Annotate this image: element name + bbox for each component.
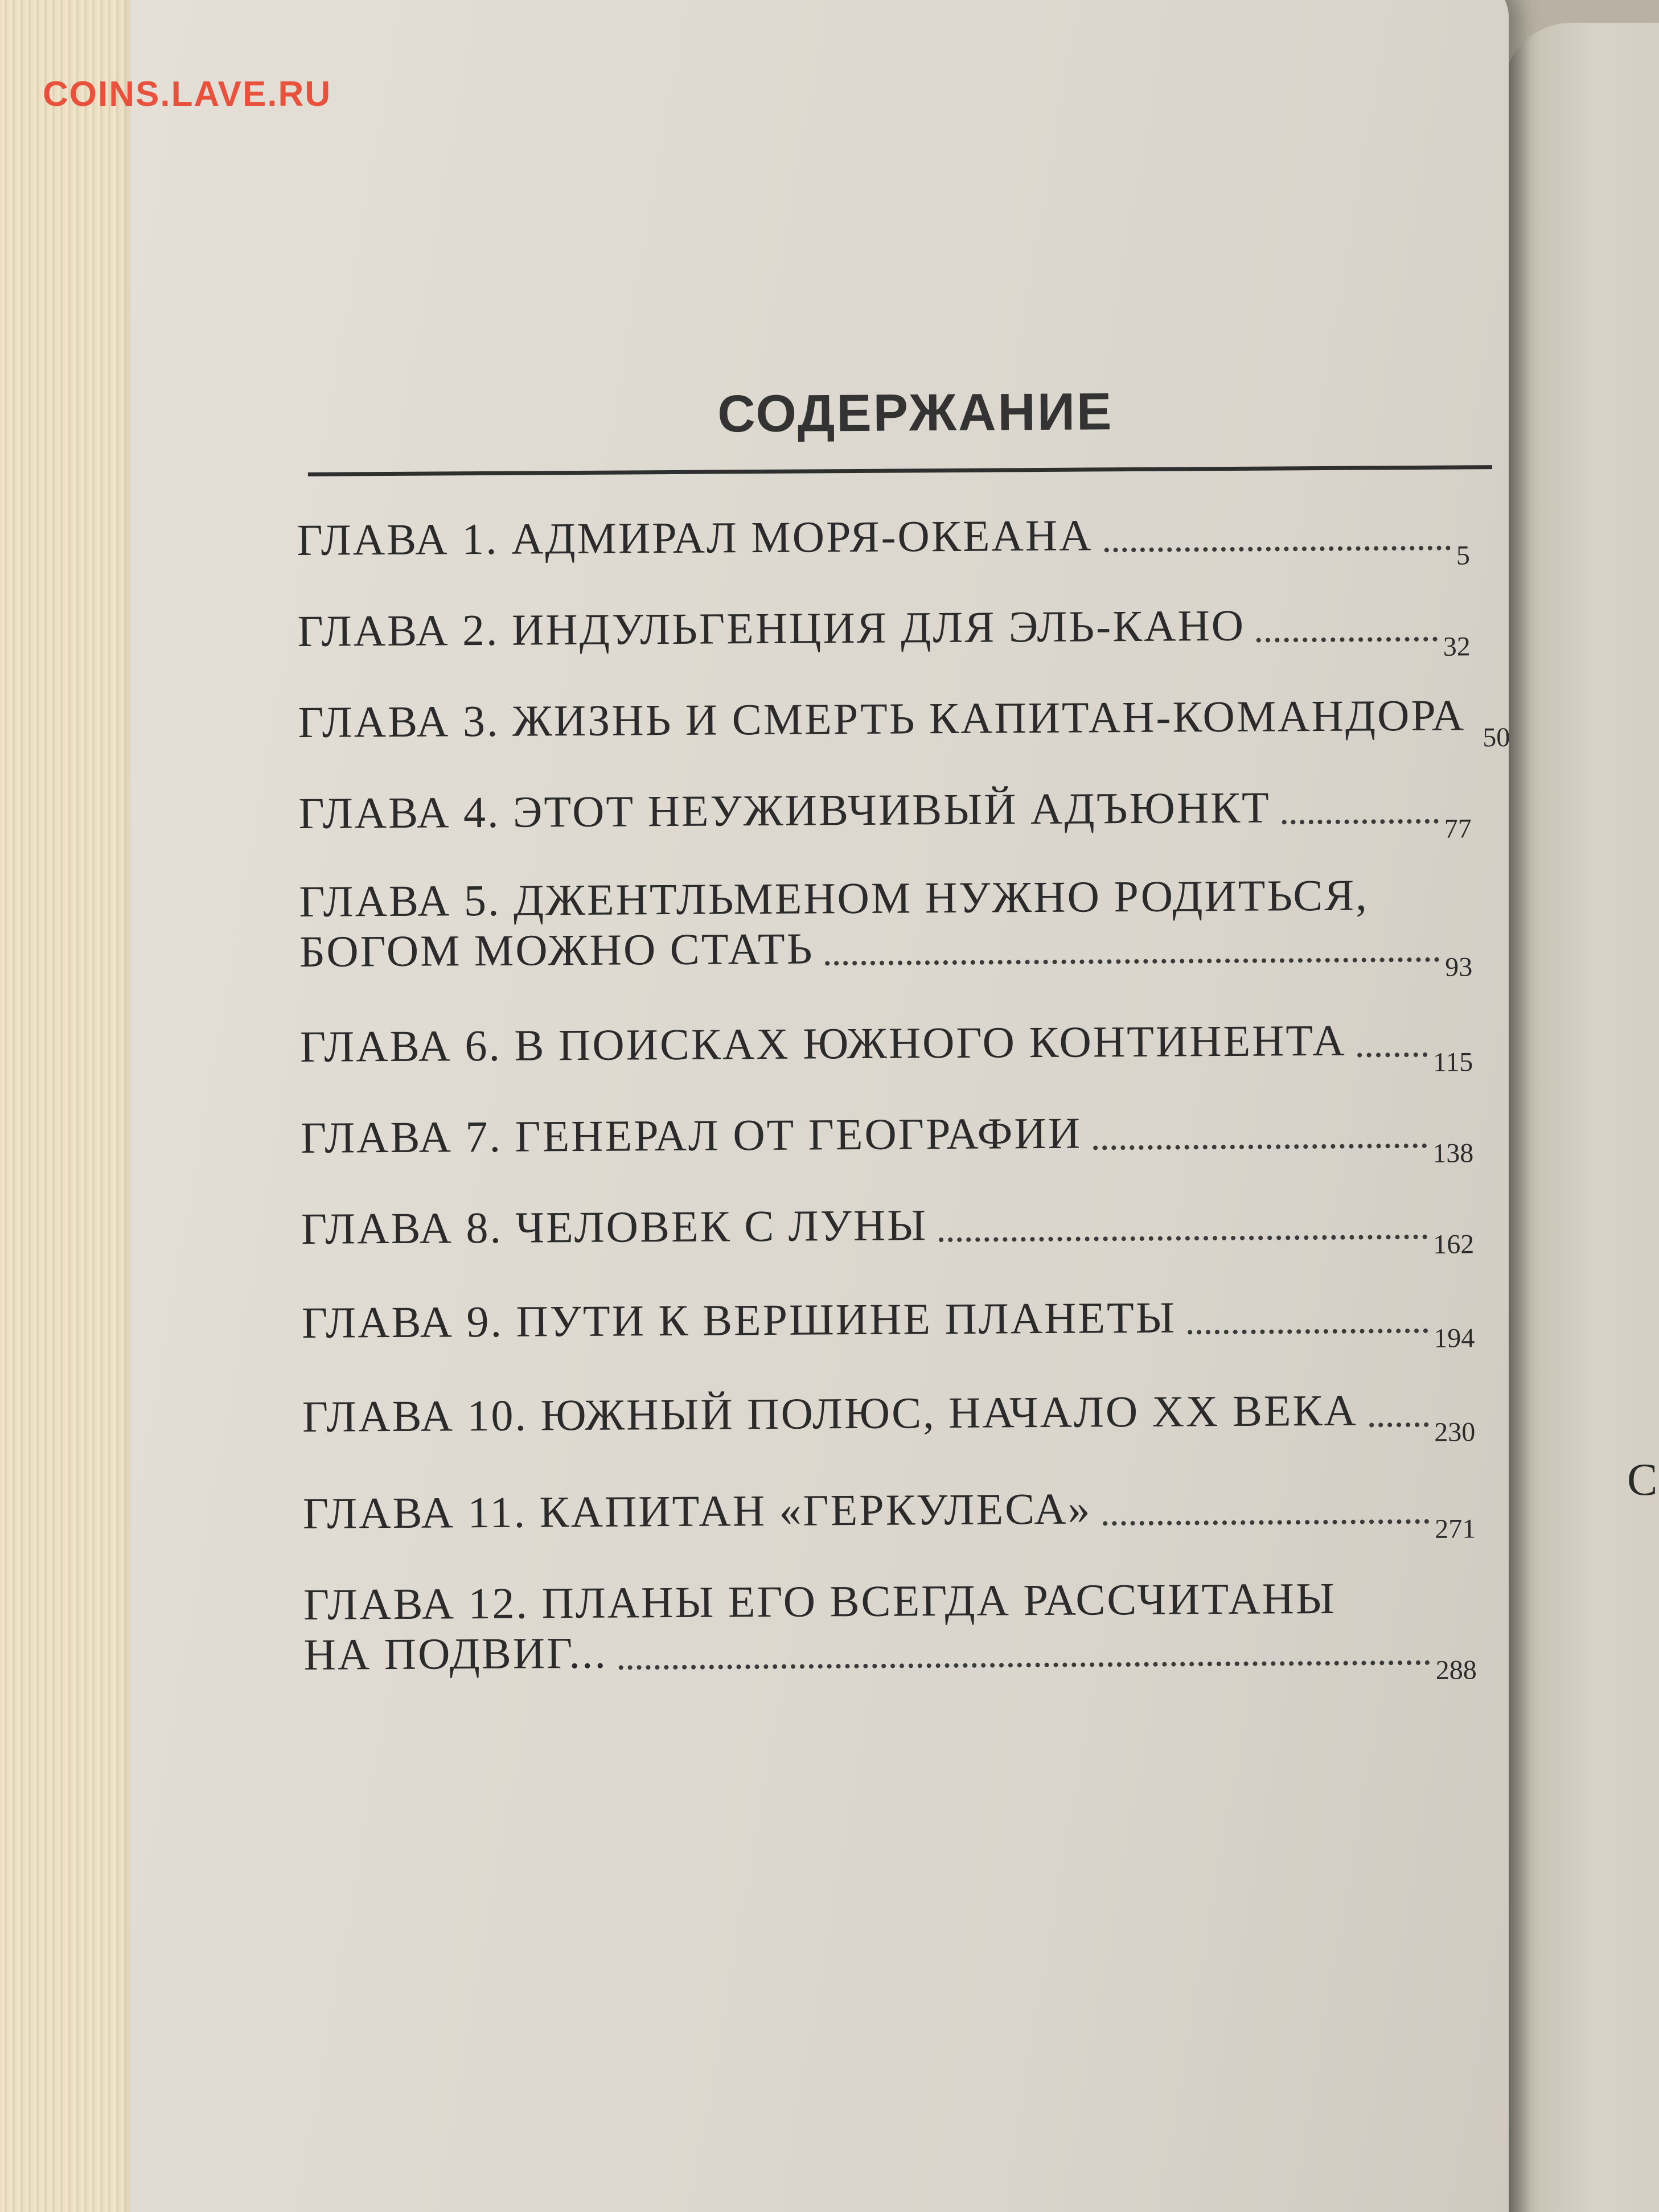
dot-leader <box>1093 1144 1427 1150</box>
entry-title: ГЛАВА 3. ЖИЗНЬ И СМЕРТЬ КАПИТАН-КОМАНДОРА <box>298 690 1466 747</box>
entry-page: 93 <box>1445 952 1473 982</box>
entry-title-line2: НА ПОДВИГ... <box>303 1627 608 1679</box>
entry-page: 5 <box>1456 540 1471 571</box>
toc-entry <box>299 869 1473 982</box>
entry-page: 194 <box>1434 1323 1475 1354</box>
toc-entry <box>302 1481 1476 1544</box>
toc-entry <box>300 1105 1474 1169</box>
entry-title: ГЛАВА 7. ГЕНЕРАЛ ОТ ГЕОГРАФИИ <box>300 1108 1082 1162</box>
dot-leader <box>1188 1329 1428 1335</box>
entry-title-line2: БОГОМ МОЖНО СТАТЬ <box>299 923 814 976</box>
dot-leader <box>939 1235 1427 1242</box>
toc-heading: СОДЕРЖАНИЕ <box>717 383 1114 443</box>
dot-leader <box>1104 546 1451 553</box>
entry-page: 271 <box>1435 1514 1476 1544</box>
entry-title: ГЛАВА 11. КАПИТАН «ГЕРКУЛЕСА» <box>302 1483 1092 1538</box>
dot-leader <box>1282 819 1439 825</box>
watermark: COINS.LAVE.RU <box>43 75 332 114</box>
next-page-letter: С <box>1627 1455 1658 1505</box>
entry-title: ГЛАВА 12. ПЛАНЫ ЕГО ВСЕГДА РАССЧИТАНЫ <box>303 1573 1337 1629</box>
dot-leader <box>619 1660 1430 1670</box>
dot-leader <box>1369 1422 1428 1428</box>
toc-entry <box>298 781 1472 844</box>
entry-title: ГЛАВА 9. ПУТИ К ВЕРШИНЕ ПЛАНЕТЫ <box>301 1292 1176 1347</box>
entry-page: 50 <box>1483 722 1510 753</box>
toc-entry <box>302 1384 1476 1448</box>
entry-page: 162 <box>1433 1229 1475 1260</box>
toc-entry <box>301 1290 1475 1354</box>
entry-page: 115 <box>1432 1047 1473 1078</box>
heading-rule <box>308 465 1492 476</box>
entry-page: 77 <box>1444 813 1472 844</box>
entry-title: ГЛАВА 6. В ПОИСКАХ ЮЖНОГО КОНТИНЕНТА <box>299 1015 1346 1071</box>
toc-entry <box>299 1014 1473 1078</box>
toc-entry <box>303 1572 1477 1685</box>
toc-entry <box>297 599 1471 662</box>
dot-leader <box>1256 637 1438 643</box>
entry-title: ГЛАВА 10. ЮЖНЫЙ ПОЛЮС, НАЧАЛО XX ВЕКА <box>302 1385 1358 1441</box>
entry-title: ГЛАВА 1. АДМИРАЛ МОРЯ-ОКЕАНА <box>297 510 1093 565</box>
toc-entry <box>301 1197 1475 1260</box>
entry-title: ГЛАВА 2. ИНДУЛЬГЕНЦИЯ ДЛЯ ЭЛЬ-КАНО <box>297 600 1246 656</box>
entry-title: ГЛАВА 5. ДЖЕНТЛЬМЕНОМ НУЖНО РОДИТЬСЯ, <box>299 870 1369 926</box>
dot-leader <box>1358 1052 1427 1058</box>
entry-page: 138 <box>1432 1138 1474 1169</box>
entry-page: 230 <box>1434 1417 1476 1448</box>
entry-title: ГЛАВА 4. ЭТОТ НЕУЖИВЧИВЫЙ АДЪЮНКТ <box>298 782 1271 838</box>
entry-title: ГЛАВА 8. ЧЕЛОВЕК С ЛУНЫ <box>301 1200 928 1253</box>
entry-page: 32 <box>1443 631 1471 662</box>
entry-page: 288 <box>1435 1655 1477 1685</box>
toc-entry <box>298 690 1510 753</box>
dot-leader <box>826 957 1440 966</box>
table-of-contents <box>296 380 1557 1810</box>
dot-leader <box>1103 1519 1430 1526</box>
toc-entry <box>297 508 1471 571</box>
